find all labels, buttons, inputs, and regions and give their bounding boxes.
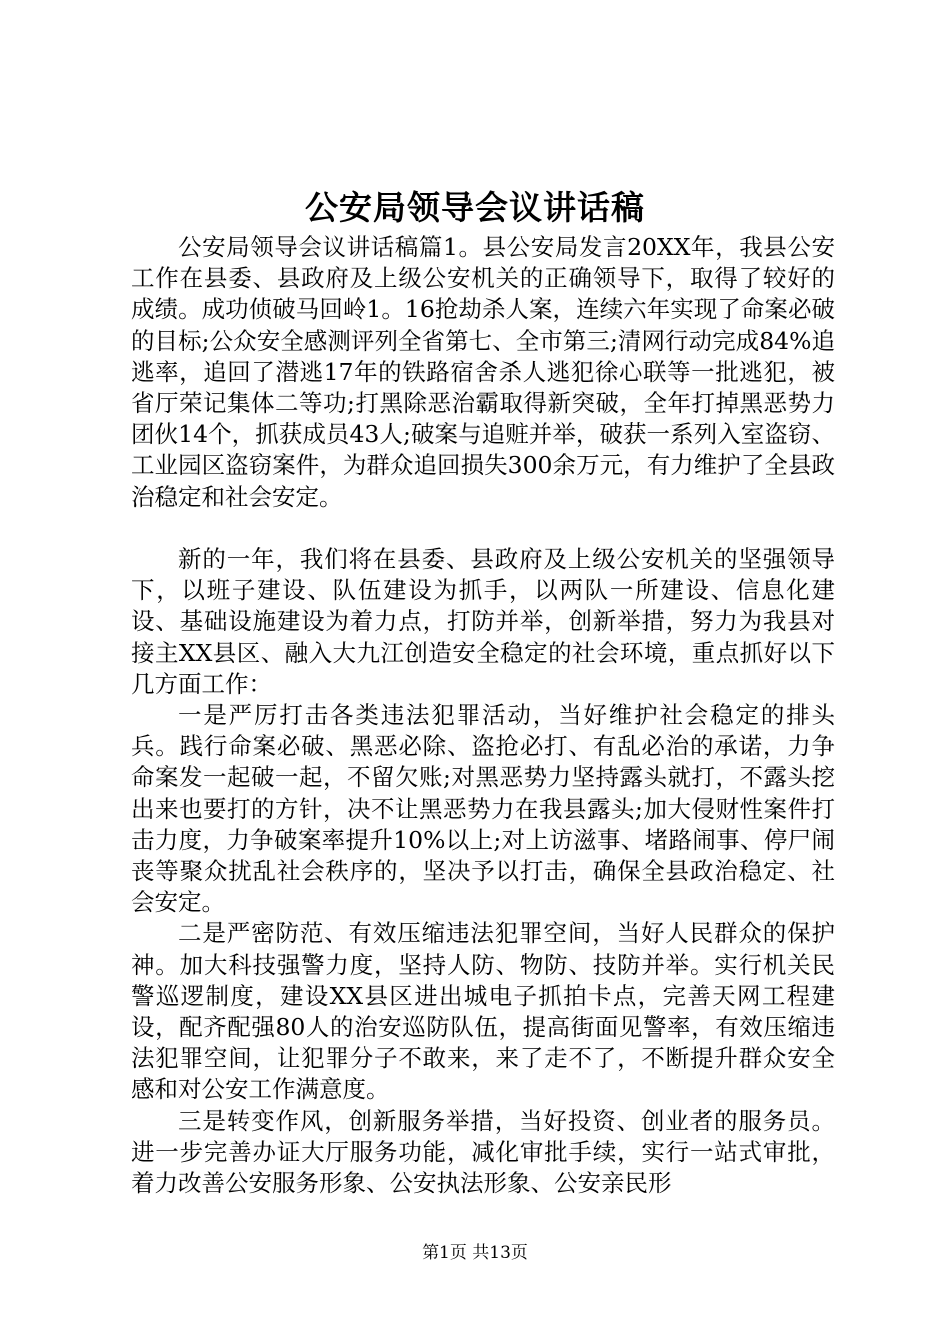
page-title: 公安局领导会议讲话稿 [305, 188, 645, 227]
paragraph-point-one: 一是严厉打击各类违法犯罪活动，当好维护社会稳定的排头兵。践行命案必破、黑恶必除、盗抢必打、有乱必治的承诺，力争命案发一起破一起，不留欠账;对黑恶势力坚持露头就打，不露头挖出来也要打的方针，决不让黑恶势力在我县露头;加大侵财性案件打击力度，力争破案率提升10%以上;对上访滋事、堵路闹事、停尸闹丧等聚众扰乱社会秩序的，坚决予以打击，确保全县政治稳定、社会安定。 [131, 701, 835, 917]
paragraph-new-year: 新的一年，我们将在县委、县政府及上级公安机关的坚强领导下，以班子建设、队伍建设为抓手，以两队一所建设、信息化建设、基础设施建设为着力点，打防并举，创新举措，努力为我县对接主XX县区、融入大九江创造安全稳定的社会环境，重点抓好以下几方面工作： [131, 545, 835, 698]
page-footer: 第1页 共13页 [422, 1243, 528, 1263]
paragraph-point-three: 三是转变作风，创新服务举措，当好投资、创业者的服务员。进一步完善办证大厅服务功能，减化审批手续，实行一站式审批，着力改善公安服务形象、公安执法形象、公安亲民形 [131, 1106, 835, 1198]
document-body [131, 232, 835, 1199]
paragraph-intro: 公安局领导会议讲话稿篇1。县公安局发言20XX年，我县公安工作在县委、县政府及上级公安机关的正确领导下，取得了较好的成绩。成功侦破马回岭1。16抢劫杀人案，连续六年实现了命案必破的目标;公众安全感测评列全省第七、全市第三;清网行动完成84%追逃率，追回了潜逃17年的铁路宿舍杀人逃犯徐心联等一批逃犯，被省厅荣记集体二等功;打黑除恶治霸取得新突破，全年打掉黑恶势力团伙14个，抓获成员43人;破案与追赃并举，破获一系列入室盗窃、工业园区盗窃案件，为群众追回损失300余万元，有力维护了全县政治稳定和社会安定。 [131, 233, 835, 511]
paragraph-point-two: 二是严密防范、有效压缩违法犯罪空间，当好人民群众的保护神。加大科技强警力度，坚持人防、物防、技防并举。实行机关民警巡逻制度，建设XX县区进出城电子抓拍卡点，完善天网工程建设，配齐配强80人的治安巡防队伍，提高街面见警率，有效压缩违法犯罪空间，让犯罪分子不敢来，来了走不了，不断提升群众安全感和对公安工作满意度。 [131, 919, 835, 1104]
